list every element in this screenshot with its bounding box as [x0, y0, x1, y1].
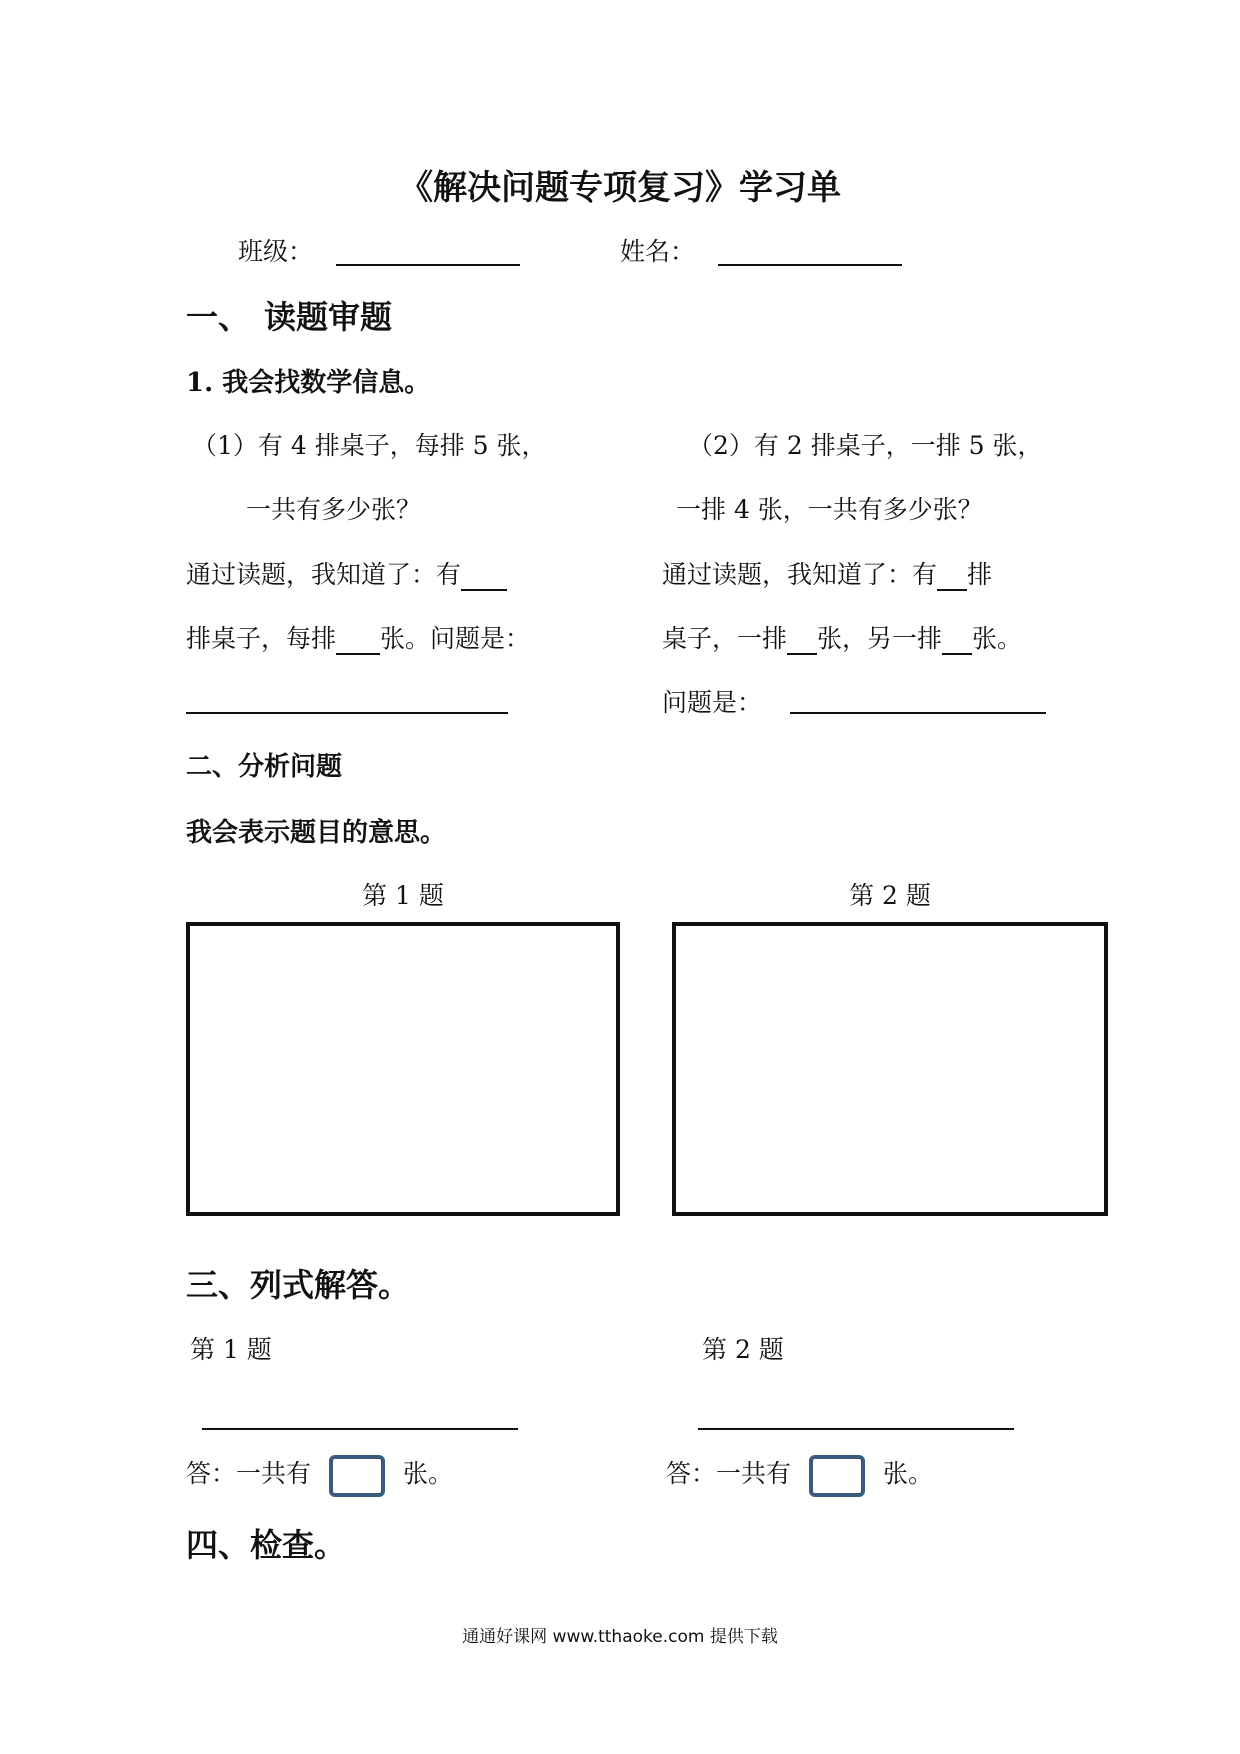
draw-box-2[interactable]: [672, 922, 1108, 1216]
q1-question-blank[interactable]: [186, 712, 508, 714]
solve-q1-label: 第 1 题: [190, 1335, 272, 1364]
q2-question-label: 问题是：: [662, 688, 763, 717]
q1-fill-line2: [186, 619, 530, 655]
answer-q2-prefix: 答：一共有: [666, 1459, 792, 1488]
footer-credit: 通通好课网 www.tthaoke.com 提供下载: [462, 1627, 778, 1647]
q2-line1: （2）有 2 排桌子，一排 5 张，: [688, 431, 1043, 460]
class-blank[interactable]: [336, 264, 520, 266]
q2-fill2-text-a: 桌子，一排: [662, 624, 788, 653]
section2-subheading: 我会表示题目的意思。: [186, 818, 447, 848]
draw-box-1[interactable]: [186, 922, 620, 1216]
section1-subheading: 1. 我会找数学信息。: [186, 368, 431, 398]
q2-rows-blank[interactable]: [937, 560, 967, 591]
draw-box2-label: 第 2 题: [849, 881, 931, 910]
q2-fill2-text-b: 张，另一排: [817, 624, 943, 653]
q1-line1: （1）有 4 排桌子，每排 5 张，: [192, 431, 547, 460]
q2-row2-blank[interactable]: [942, 624, 972, 655]
q1-line2: 一共有多少张？: [246, 495, 422, 524]
answer-q1: [186, 1454, 453, 1497]
worksheet-title: 《解决问题专项复习》学习单: [399, 168, 841, 208]
section4-heading: 四、检查。: [186, 1526, 347, 1564]
q2-fill-line2: [662, 619, 1022, 655]
name-label: 姓名：: [620, 237, 696, 266]
draw-box1-label: 第 1 题: [362, 881, 444, 910]
q1-fill2-text-b: 张。问题是：: [380, 624, 531, 653]
q1-fill2-text-a: 排桌子，每排: [186, 624, 337, 653]
section1-heading: [186, 292, 392, 338]
section1-heading-text: 读题审题: [264, 298, 393, 336]
q1-fill1-text: 通过读题，我知道了：有: [186, 560, 462, 589]
q2-fill1-text-b: 排: [967, 560, 993, 589]
q2-fill2-text-c: 张。: [972, 624, 1023, 653]
solve-q2-label: 第 2 题: [702, 1335, 784, 1364]
section3-heading: 三、列式解答。: [186, 1266, 411, 1304]
section1-heading-number: 一、: [186, 298, 251, 336]
name-blank[interactable]: [718, 264, 902, 266]
q1-fill-line1: [186, 555, 507, 591]
answer-q1-box[interactable]: [329, 1455, 385, 1497]
answer-q1-prefix: 答：一共有: [186, 1459, 312, 1488]
q2-line2: 一排 4 张，一共有多少张？: [676, 495, 983, 524]
answer-q2-box[interactable]: [809, 1455, 865, 1497]
answer-q2: [666, 1454, 933, 1497]
solve-q1-equation-blank[interactable]: [202, 1428, 518, 1430]
solve-q2-equation-blank[interactable]: [698, 1428, 1014, 1430]
q2-question-blank[interactable]: [790, 712, 1046, 714]
q2-fill1-text-a: 通过读题，我知道了：有: [662, 560, 938, 589]
answer-q1-suffix: 张。: [403, 1459, 454, 1488]
q2-row1-blank[interactable]: [787, 624, 817, 655]
section2-heading: 二、分析问题: [186, 752, 343, 782]
q1-rows-blank[interactable]: [461, 560, 507, 591]
class-label: 班级：: [238, 237, 314, 266]
q2-fill-line1: [662, 555, 992, 591]
q1-per-row-blank[interactable]: [336, 624, 380, 655]
answer-q2-suffix: 张。: [883, 1459, 934, 1488]
